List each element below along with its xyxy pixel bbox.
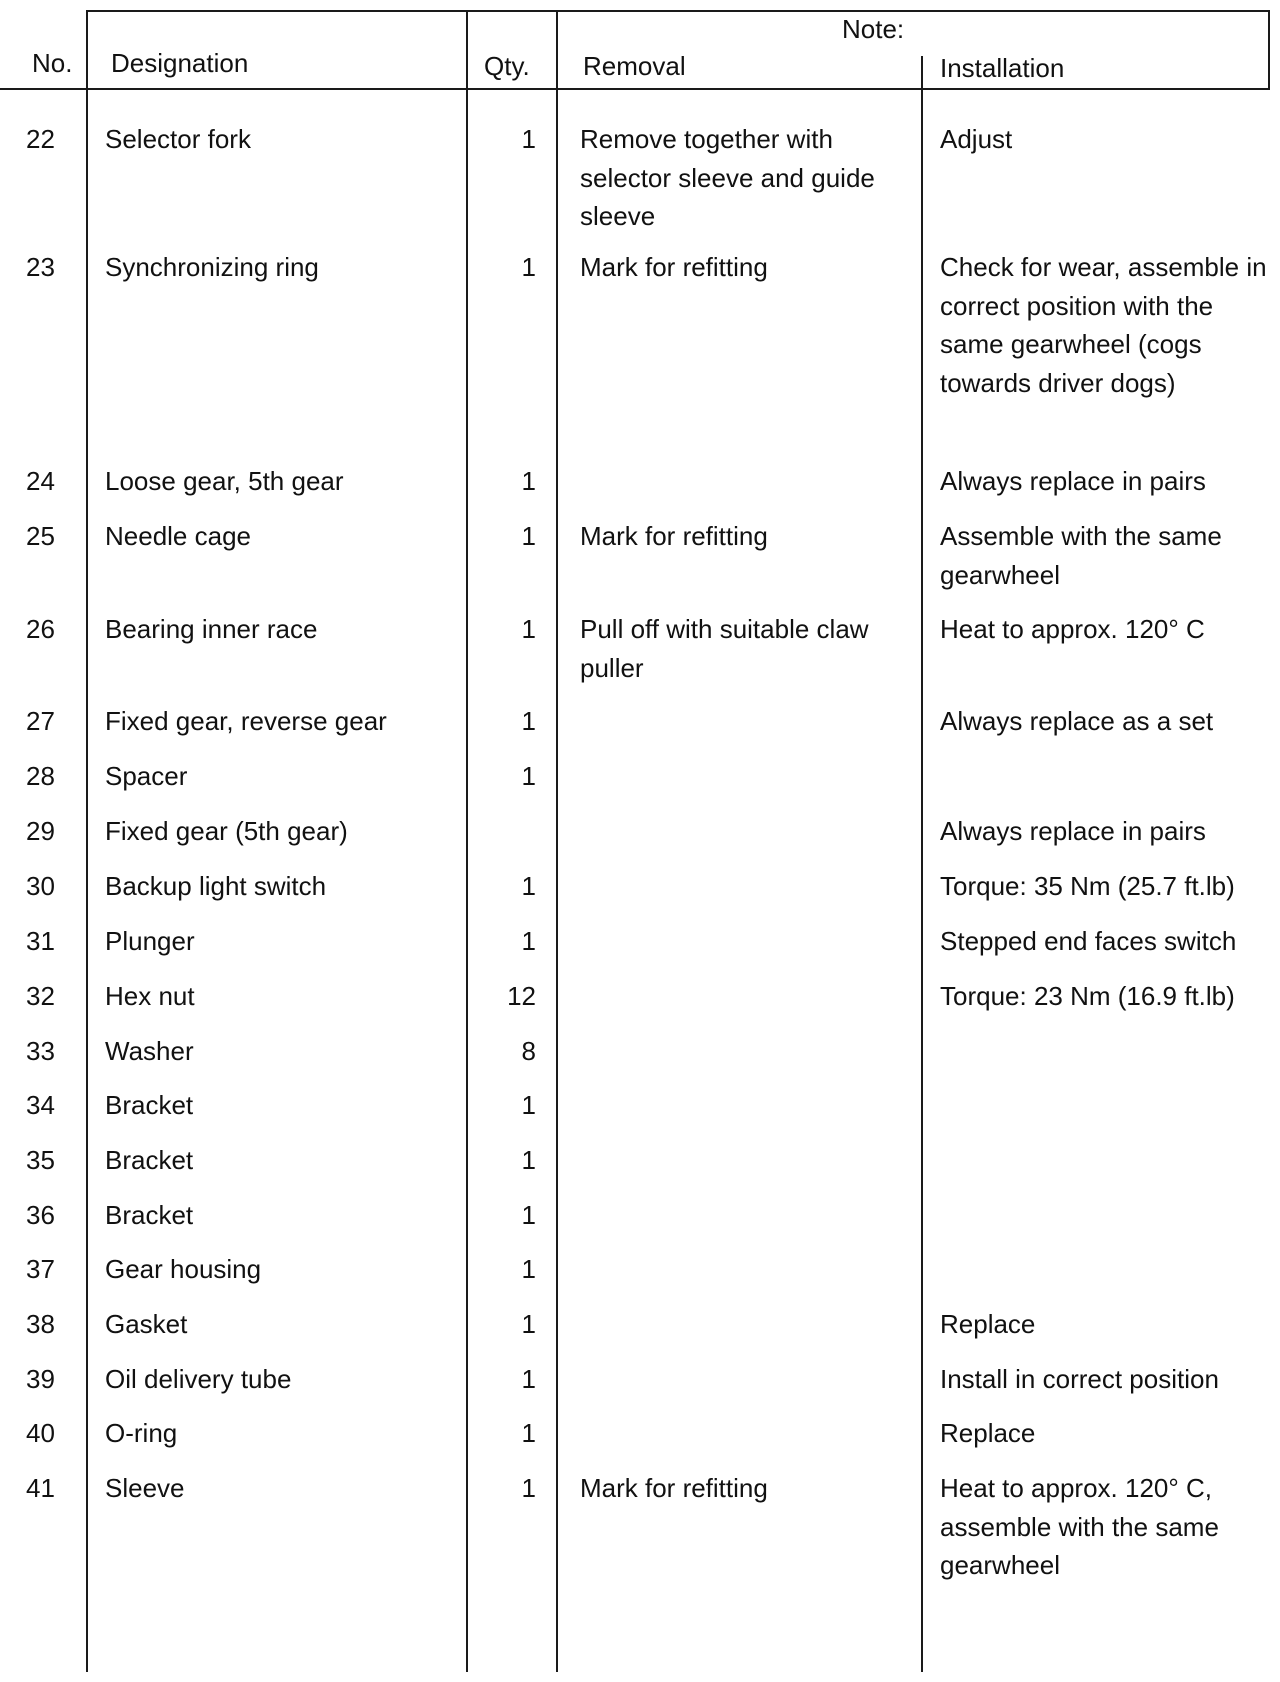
row-installation-note: Replace (940, 1309, 1036, 1339)
row-installation-note: Torque: 35 Nm (25.7 ft.lb) (940, 871, 1235, 901)
row-designation: O-ring (105, 1418, 178, 1448)
row-quantity: 1 (521, 1145, 536, 1175)
row-designation: Bracket (105, 1090, 194, 1120)
row-installation-note: Always replace in pairs (940, 466, 1206, 496)
row-designation: Plunger (105, 926, 195, 956)
header-qty: Qty. (484, 51, 530, 81)
header-installation: Installation (940, 53, 1065, 83)
divider-no-designation (86, 10, 88, 1672)
row-number: 40 (26, 1418, 55, 1448)
row-quantity: 1 (521, 1473, 536, 1503)
row-number: 32 (26, 981, 55, 1011)
row-number: 24 (26, 466, 55, 496)
row-removal-note: Pull off with suitable claw puller (580, 614, 869, 683)
row-designation: Sleeve (105, 1473, 185, 1503)
row-quantity: 1 (521, 926, 536, 956)
row-number: 31 (26, 926, 55, 956)
header-designation: Designation (111, 48, 249, 78)
row-installation-note: Always replace as a set (940, 706, 1214, 736)
row-quantity: 1 (521, 1090, 536, 1120)
row-installation-note: Install in correct position (940, 1364, 1219, 1394)
row-designation: Bracket (105, 1200, 194, 1230)
row-designation: Fixed gear (5th gear) (105, 816, 348, 846)
row-quantity: 8 (521, 1036, 536, 1066)
header-no: No. (32, 48, 73, 78)
row-designation: Fixed gear, reverse gear (105, 706, 387, 736)
row-installation-note: Replace (940, 1418, 1036, 1448)
row-number: 39 (26, 1364, 55, 1394)
row-number: 25 (26, 521, 55, 551)
row-quantity: 1 (521, 252, 536, 282)
divider-removal-installation (921, 56, 923, 1672)
row-quantity: 1 (521, 761, 536, 791)
row-designation: Washer (105, 1036, 194, 1066)
row-designation: Selector fork (105, 124, 251, 154)
row-removal-note: Mark for refitting (580, 252, 768, 282)
row-quantity: 1 (521, 1309, 536, 1339)
row-designation: Oil delivery tube (105, 1364, 292, 1394)
row-number: 37 (26, 1254, 55, 1284)
row-installation-note: Always replace in pairs (940, 816, 1206, 846)
row-number: 41 (26, 1473, 55, 1503)
table-top-rule (88, 10, 1270, 12)
row-designation: Hex nut (105, 981, 195, 1011)
divider-qty-removal (556, 10, 558, 1672)
row-quantity: 1 (521, 124, 536, 154)
row-installation-note: Check for wear, assemble in correct position with the same gearwheel (cogs towards driver dogs) (940, 252, 1267, 398)
row-installation-note: Torque: 23 Nm (16.9 ft.lb) (940, 981, 1235, 1011)
table-right-rule (1268, 10, 1270, 90)
row-installation-note: Heat to approx. 120° C, assemble with the same gearwheel (940, 1473, 1219, 1580)
row-quantity: 12 (507, 981, 536, 1011)
row-designation: Synchronizing ring (105, 252, 319, 282)
row-number: 35 (26, 1145, 55, 1175)
row-installation-note: Stepped end faces switch (940, 926, 1237, 956)
row-designation: Spacer (105, 761, 188, 791)
row-number: 22 (26, 124, 55, 154)
row-number: 38 (26, 1309, 55, 1339)
row-quantity: 1 (521, 466, 536, 496)
row-number: 36 (26, 1200, 55, 1230)
row-installation-note: Assemble with the same gearwheel (940, 521, 1222, 590)
row-designation: Bearing inner race (105, 614, 318, 644)
row-number: 23 (26, 252, 55, 282)
row-quantity: 1 (521, 521, 536, 551)
row-number: 30 (26, 871, 55, 901)
row-designation: Gasket (105, 1309, 188, 1339)
row-quantity: 1 (521, 871, 536, 901)
row-designation: Backup light switch (105, 871, 327, 901)
row-designation: Bracket (105, 1145, 194, 1175)
row-number: 29 (26, 816, 55, 846)
row-number: 27 (26, 706, 55, 736)
row-number: 33 (26, 1036, 55, 1066)
row-number: 34 (26, 1090, 55, 1120)
header-note: Note: (842, 14, 905, 44)
row-designation: Loose gear, 5th gear (105, 466, 344, 496)
header-removal: Removal (583, 51, 686, 81)
row-quantity: 1 (521, 706, 536, 736)
row-designation: Gear housing (105, 1254, 262, 1284)
row-removal-note: Remove together with selector sleeve and guide sleeve (580, 124, 875, 231)
row-installation-note: Adjust (940, 124, 1013, 154)
header-bottom-rule (0, 88, 1270, 90)
row-number: 26 (26, 614, 55, 644)
row-quantity: 1 (521, 1200, 536, 1230)
row-quantity: 1 (521, 1364, 536, 1394)
row-removal-note: Mark for refitting (580, 521, 768, 551)
row-quantity: 1 (521, 614, 536, 644)
row-quantity: 1 (521, 1418, 536, 1448)
row-installation-note: Heat to approx. 120° C (940, 614, 1205, 644)
row-quantity: 1 (521, 1254, 536, 1284)
row-designation: Needle cage (105, 521, 251, 551)
row-number: 28 (26, 761, 55, 791)
row-removal-note: Mark for refitting (580, 1473, 768, 1503)
divider-designation-qty (466, 10, 468, 1672)
